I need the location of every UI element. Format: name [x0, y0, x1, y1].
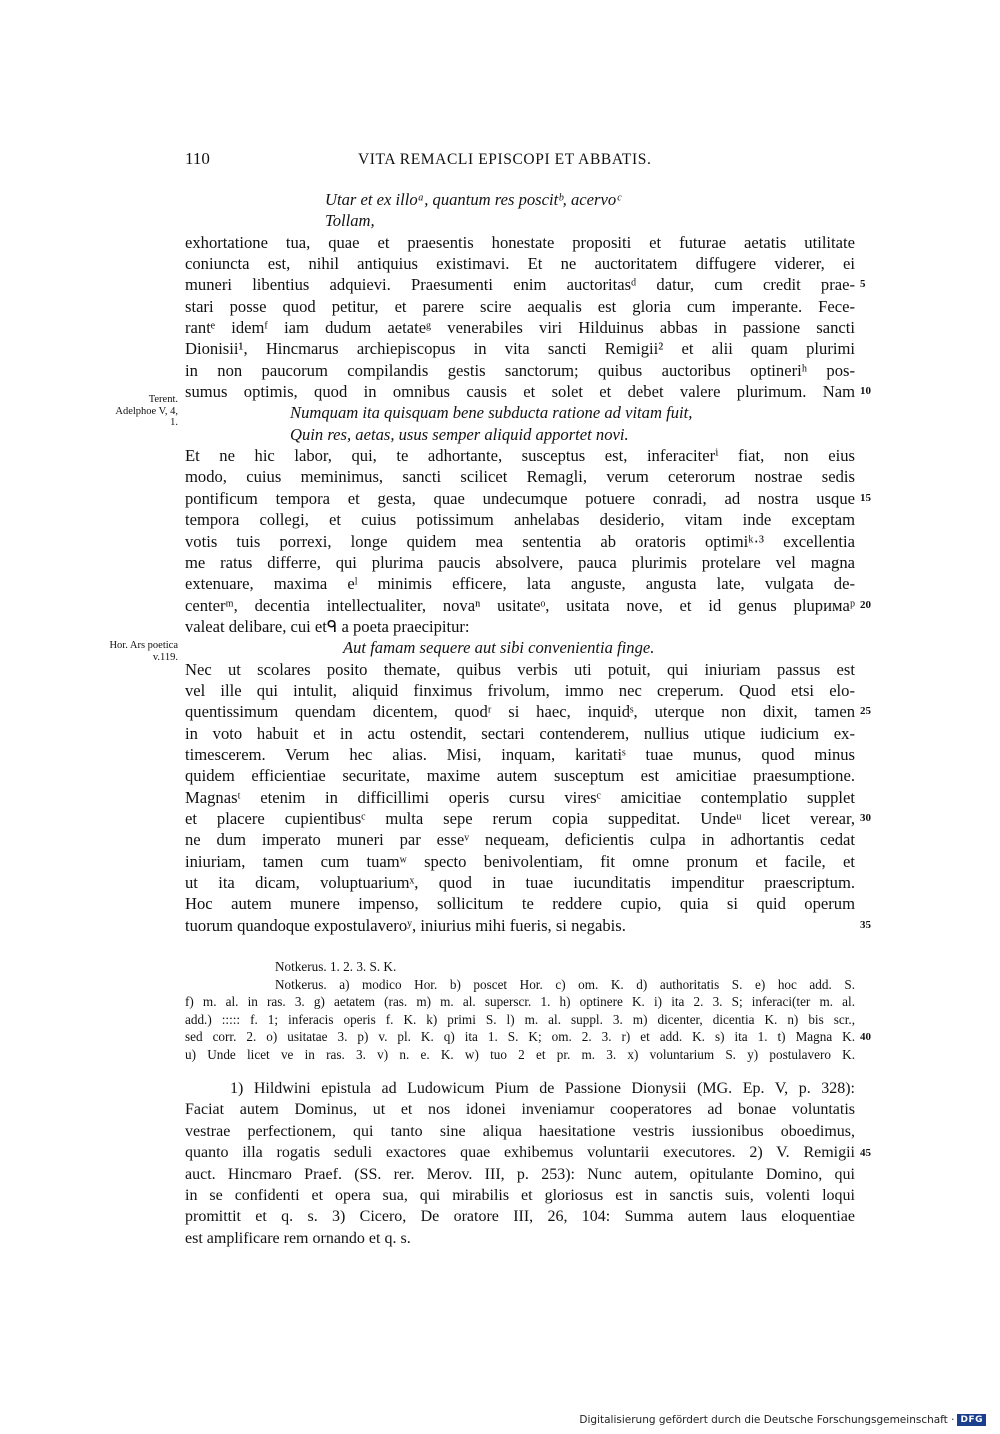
- text-line: stari posse quod petitur, et parere scire aequalis est gloria cum imperante. Fece-: [185, 296, 855, 316]
- funding-footer: [579, 1414, 986, 1426]
- text-line: vel ille qui intulit, aliquid finximus frivolum, immo nec creperum. Quod etsi elo-: [185, 680, 855, 700]
- apparatus-line: sed corr. 2. o) usitatae 3. p) v. pl. K. q) ita 1. S. K; om. 2. 3. r) et add. K. s) ita 1. t) Magna K.: [185, 1029, 855, 1045]
- page-number: 110: [185, 149, 210, 168]
- text-line: tuorum quandoque expostulaveroʸ, iniurius mihi fueris, si negabis.: [185, 915, 626, 935]
- line-number: 10: [860, 385, 871, 398]
- text-line: exhortatione tua, quae et praesentis honestate propositi et futurae aetatis utilitate: [185, 232, 855, 252]
- text-line: Et ne hic labor, qui, te adhortante, susceptus est, inferaciterⁱ fiat, non eius: [185, 446, 855, 466]
- funding-text: Digitalisierung gefördert durch die Deutsche Forschungsgemeinschaft ·: [579, 1414, 955, 1426]
- footnote-line: vestrae perfectionem, qui tanto sine aliqua haesitatione vestris iussionibus oboedimus,: [185, 1122, 855, 1140]
- text-line: sumus optimis, quod in omnibus causis et solet et debet valere plurimum. Nam: [185, 382, 855, 402]
- apparatus-line: Notkerus. a) modico Hor. b) poscet Hor. c) om. K. d) authoritatis S. e) hoc add. S.: [275, 976, 855, 992]
- text-line: quidem efficientiae securitate, maxime autem susceptum est amicitiae praesumptione.: [185, 766, 855, 786]
- text-line: pontificum tempora et gesta, quae undecumque potuere conradi, ad nostra usque: [185, 488, 855, 508]
- apparatus-line: u) Unde licet ve in ras. 3. v) n. e. K. w) tuo 2 et pr. m. 3. x) voluntarium S. y) postulavero K.: [185, 1046, 855, 1062]
- text-line: Hoc autem munere impenso, sollicitum te reddere cupio, quia si quid operum: [185, 894, 855, 914]
- line-number: 20: [860, 598, 871, 611]
- footnote-line: auct. Hincmaro Praef. (SS. rer. Merov. III, p. 253): Nunc autem, opitulante Domino, qui: [185, 1165, 855, 1183]
- text-line: Magnasᵗ etenim in difficillimi operis cursu viresᶜ amicitiae contemplatio supplet: [185, 787, 855, 807]
- apparatus-line-number: 40: [860, 1031, 871, 1043]
- main-text: [185, 189, 855, 936]
- text-line: muneri libentius adquievi. Praesumenti enim auctoritasᵈ datur, cum credit prae-: [185, 275, 855, 295]
- text-line: coniuncta est, nihil antiquius existimavi. Et ne auctoritatem diffugere viderer, ei: [185, 254, 855, 274]
- text-line: extenuare, maxima eˡ minimis efficere, lata anguste, angusta late, vulgata de-: [185, 574, 855, 594]
- line-number: 5: [860, 278, 866, 291]
- apparatus-line: Notkerus. 1. 2. 3. S. K.: [275, 959, 397, 974]
- footnote-line: in se confidenti et opera sua, qui mirabilis et gloriosus est in sanctis suis, volenti loqui: [185, 1186, 855, 1204]
- text-line: Utar et ex illoᵃ, quantum res poscitᵇ, acervoᶜ: [325, 190, 621, 209]
- line-number: 15: [860, 491, 871, 504]
- text-line: timescerem. Verum hec alias. Misi, inquam, karitatiˢ tuae munus, quod minus: [185, 744, 855, 764]
- line-number: 30: [860, 812, 871, 825]
- text-line: ut ita dicam, voluptuariumˣ, quod in tuae iucunditatis impenditur praescriptum.: [185, 873, 855, 892]
- text-line: modo, cuius meminimus, sancti scilicet Remagli, verum ceterorum nostrae sedis: [185, 467, 855, 487]
- text-line: iniuriam, tamen cum tuamʷ specto benivolentiam, fit omne pronum et facile, et: [185, 851, 855, 871]
- footnote-line: promittit et q. s. 3) Cicero, De oratore III, 26, 104: Summa autem laus eloquentiae: [185, 1208, 855, 1226]
- text-line: valeat delibare, cui etᑫ a poeta praecipitur:: [185, 616, 470, 636]
- text-line: quentissimum quendam dicentem, quodʳ si haec, inquidˢ, uterque non dixit, tamen: [185, 702, 855, 722]
- text-line: Tollam,: [325, 211, 375, 231]
- footnote-line: quanto illa rogatis seduli exactores quae exhibemus voluntarii executores. 2) V. Remigii: [185, 1144, 855, 1162]
- text-line: in voto habuit et in actu ostendit, sectari contenderem, nullius utique iudicium ex-: [185, 723, 855, 743]
- footnote-line-number: 45: [860, 1147, 871, 1159]
- margin-note: Terent. Adelphoe V, 4, 1.: [115, 394, 178, 428]
- text-line: Dionisii¹, Hincmarus archiepiscopus in vita sancti Remigii² et alii quam plurimi: [185, 339, 855, 359]
- text-line: centerᵐ, decentia intellectualiter, novaⁿ usitateᵒ, usitata nove, et id genus pluримaᵖ: [185, 595, 855, 615]
- text-line: Nec ut scolares posito themate, quibus verbis uti potuit, qui iniuriam passus est: [185, 659, 855, 679]
- footnote-line: Faciat autem Dominus, ut et nos idonei inveniamur cooperatores ad bonae voluntatis: [185, 1101, 855, 1119]
- running-title: VITA REMACLI EPISCOPI ET ABBATIS.: [358, 151, 652, 168]
- margin-note: Hor. Ars poetica v.119.: [109, 640, 178, 663]
- apparatus-line: f) m. al. in ras. 3. g) aetatem (ras. m) m. al. superscr. 1. h) optinere K. i) ita 2. 3. S; inferaci(ter m. al.: [185, 994, 855, 1010]
- text-line: in non paucorum compilandis gestis sanctorum; quibus auctoribus optineriʰ pos-: [185, 360, 855, 380]
- footnote-line: est amplificare rem ornando et q. s.: [185, 1229, 411, 1247]
- text-line: et placere cupientibusᶜ multa sepe rerum copia suppeditat. Undeᵘ licet verear,: [185, 808, 855, 828]
- footnote-line: 1) Hildwini epistula ad Ludowicum Pium de Passione Dionysii (MG. Ep. V, p. 328):: [230, 1080, 855, 1097]
- line-number: 35: [860, 918, 871, 931]
- text-line: tempora collegi, et cuius potissimum anhelabas desiderio, vitam inde exceptam: [185, 510, 855, 530]
- text-line: Quin res, aetas, usus semper aliquid apportet novi.: [290, 424, 629, 444]
- text-line: Numquam ita quisquam bene subducta ratione ad vitam fuit,: [290, 403, 693, 423]
- footnotes: [185, 1078, 855, 1249]
- text-line: me ratus differre, qui plurima paucis absolvere, pauca plurimis protelare vel magna: [185, 552, 855, 572]
- apparatus-line: add.) ::::: f. 1; inferacis operis f. K. k) primi S. l) m. al. suppl. 3. m) dicenter, dicentia K. n) bis scr.,: [185, 1011, 855, 1027]
- text-line: votis tuis porrexi, longe quidem mea sententia ab oratoris optimiᵏ·³ excellentia: [185, 531, 855, 551]
- critical-apparatus: [185, 958, 855, 1064]
- text-line: ne dum imperato muneri par esseᵛ nequeam, deficientis culpa in adhortantis cedat: [185, 830, 855, 850]
- line-number: 25: [860, 705, 871, 718]
- dfg-logo-icon: DFG: [957, 1414, 986, 1426]
- text-line: Aut famam sequere aut sibi convenientia finge.: [343, 638, 655, 658]
- text-line: rantᵉ idemᶠ iam dudum aetateᵍ venerabiles viri Hilduinus abbas in passione sancti: [185, 318, 855, 338]
